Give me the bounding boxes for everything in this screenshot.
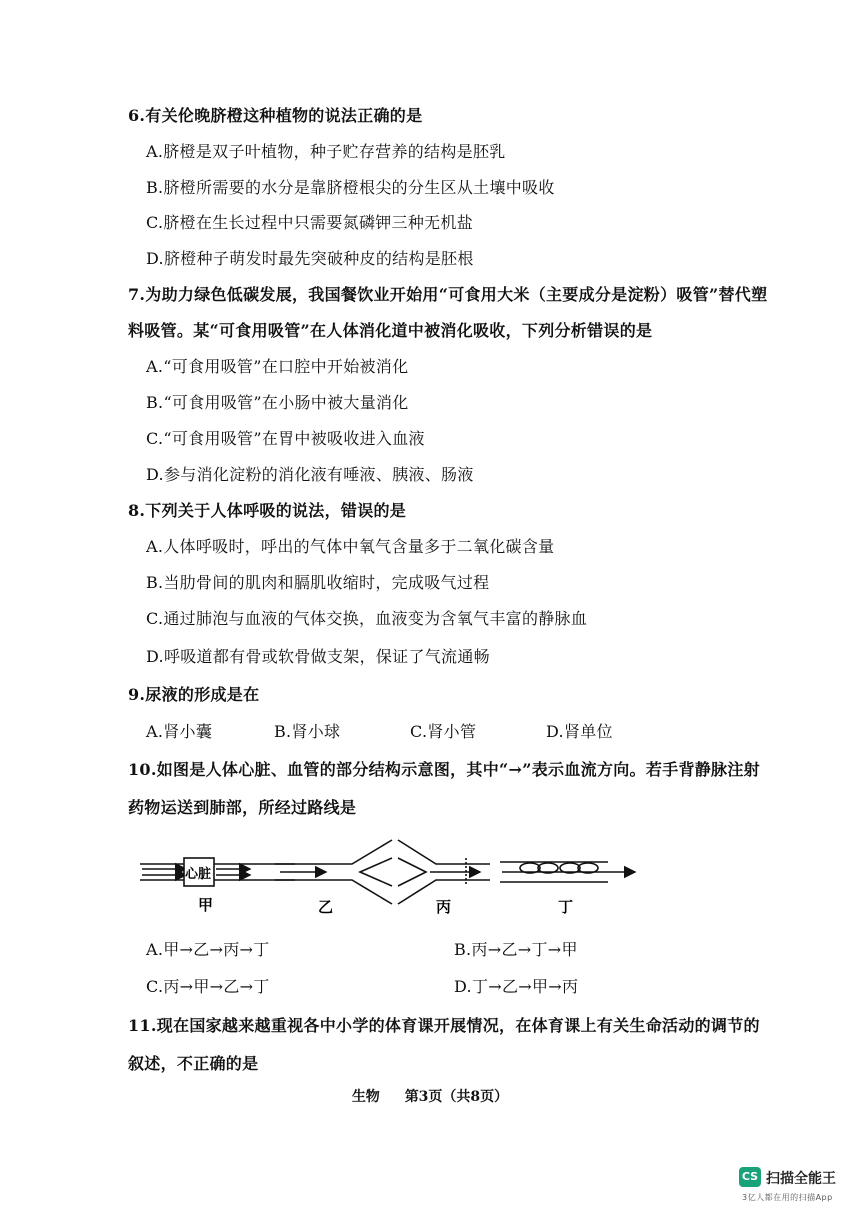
heart-box-label: 心脏 [185, 867, 212, 882]
question-9-option-a: A.肾小囊 [146, 722, 213, 741]
question-10-option-b: B.丙→乙→丁→甲 [454, 940, 578, 959]
question-10-stem-line-1: 10.如图是人体心脏、血管的部分结构示意图，其中“→”表示血流方向。若手背静脉注射 [128, 760, 760, 779]
question-9-stem: 9.尿液的形成是在 [128, 685, 260, 704]
page-footer [0, 1086, 860, 1106]
question-10-option-c: C.丙→甲→乙→丁 [146, 977, 270, 996]
question-9-option-c: C.肾小管 [410, 722, 477, 741]
question-8-stem: 8.下列关于人体呼吸的说法，错误的是 [128, 501, 407, 520]
question-8-option-a: A.人体呼吸时，呼出的气体中氧气含量多于二氧化碳含量 [146, 537, 555, 556]
question-6-stem: 6.有关伦晚脐橙这种植物的说法正确的是 [128, 106, 423, 125]
question-10-stem-line-2: 药物运送到肺部，所经过路线是 [128, 798, 357, 817]
question-7-stem-line-2: 料吸管。某“可食用吸管”在人体消化道中被消化吸收，下列分析错误的是 [128, 321, 653, 340]
question-8-option-c: C.通过肺泡与血液的气体交换，血液变为含氧气丰富的静脉血 [146, 609, 588, 628]
camscanner-logo: CS [739, 1167, 761, 1187]
footer-page-number: 第3页（共8页） [404, 1089, 509, 1105]
diagram-label-ding: 丁 [558, 898, 574, 916]
question-7-option-a: A.“可食用吸管”在口腔中开始被消化 [146, 357, 409, 376]
question-11-stem-line-1: 11.现在国家越来越重视各中小学的体育课开展情况，在体育课上有关生命活动的调节的 [128, 1016, 760, 1035]
question-9-option-d: D.肾单位 [546, 722, 613, 741]
question-9-option-b: B.肾小球 [274, 722, 341, 741]
question-7-stem-line-1: 7.为助力绿色低碳发展，我国餐饮业开始用“可食用大米（主要成分是淀粉）吸管”替代塑 [128, 285, 768, 304]
question-10-option-a: A.甲→乙→丙→丁 [146, 940, 270, 959]
question-8-option-b: B.当肋骨间的肌肉和膈肌收缩时，完成吸气过程 [146, 573, 490, 592]
question-8-option-d: D.呼吸道都有骨或软骨做支架，保证了气流通畅 [146, 647, 490, 666]
diagram-label-yi: 乙 [318, 898, 334, 916]
diagram-jia [140, 858, 295, 886]
question-7-option-c: C.“可食用吸管”在胃中被吸收进入血液 [146, 429, 425, 448]
question-6-option-b: B.脐橙所需要的水分是靠脐橙根尖的分生区从土壤中吸收 [146, 178, 555, 197]
question-7-option-b: B.“可食用吸管”在小肠中被大量消化 [146, 393, 409, 412]
diagram-ding [500, 862, 635, 882]
question-6-option-a: A.脐橙是双子叶植物，种子贮存营养的结构是胚乳 [146, 142, 506, 161]
diagram-label-jia: 甲 [198, 896, 214, 914]
camscanner-slogan: 3亿人都在用的扫描App [742, 1193, 833, 1202]
diagram-bing [398, 840, 490, 904]
diagram-yi [275, 840, 392, 904]
question-11-stem-line-2: 叙述，不正确的是 [128, 1054, 259, 1073]
diagram-label-bing: 丙 [436, 898, 452, 916]
heart-vessel-diagram [130, 830, 650, 920]
question-10-option-d: D.丁→乙→甲→丙 [454, 977, 579, 996]
question-7-option-d: D.参与消化淀粉的消化液有唾液、胰液、肠液 [146, 465, 474, 484]
question-6-option-d: D.脐橙种子萌发时最先突破种皮的结构是胚根 [146, 249, 474, 268]
footer-subject: 生物 [351, 1089, 380, 1105]
camscanner-name: 扫描全能王 [766, 1171, 836, 1187]
question-6-option-c: C.脐橙在生长过程中只需要氮磷钾三种无机盐 [146, 213, 474, 232]
